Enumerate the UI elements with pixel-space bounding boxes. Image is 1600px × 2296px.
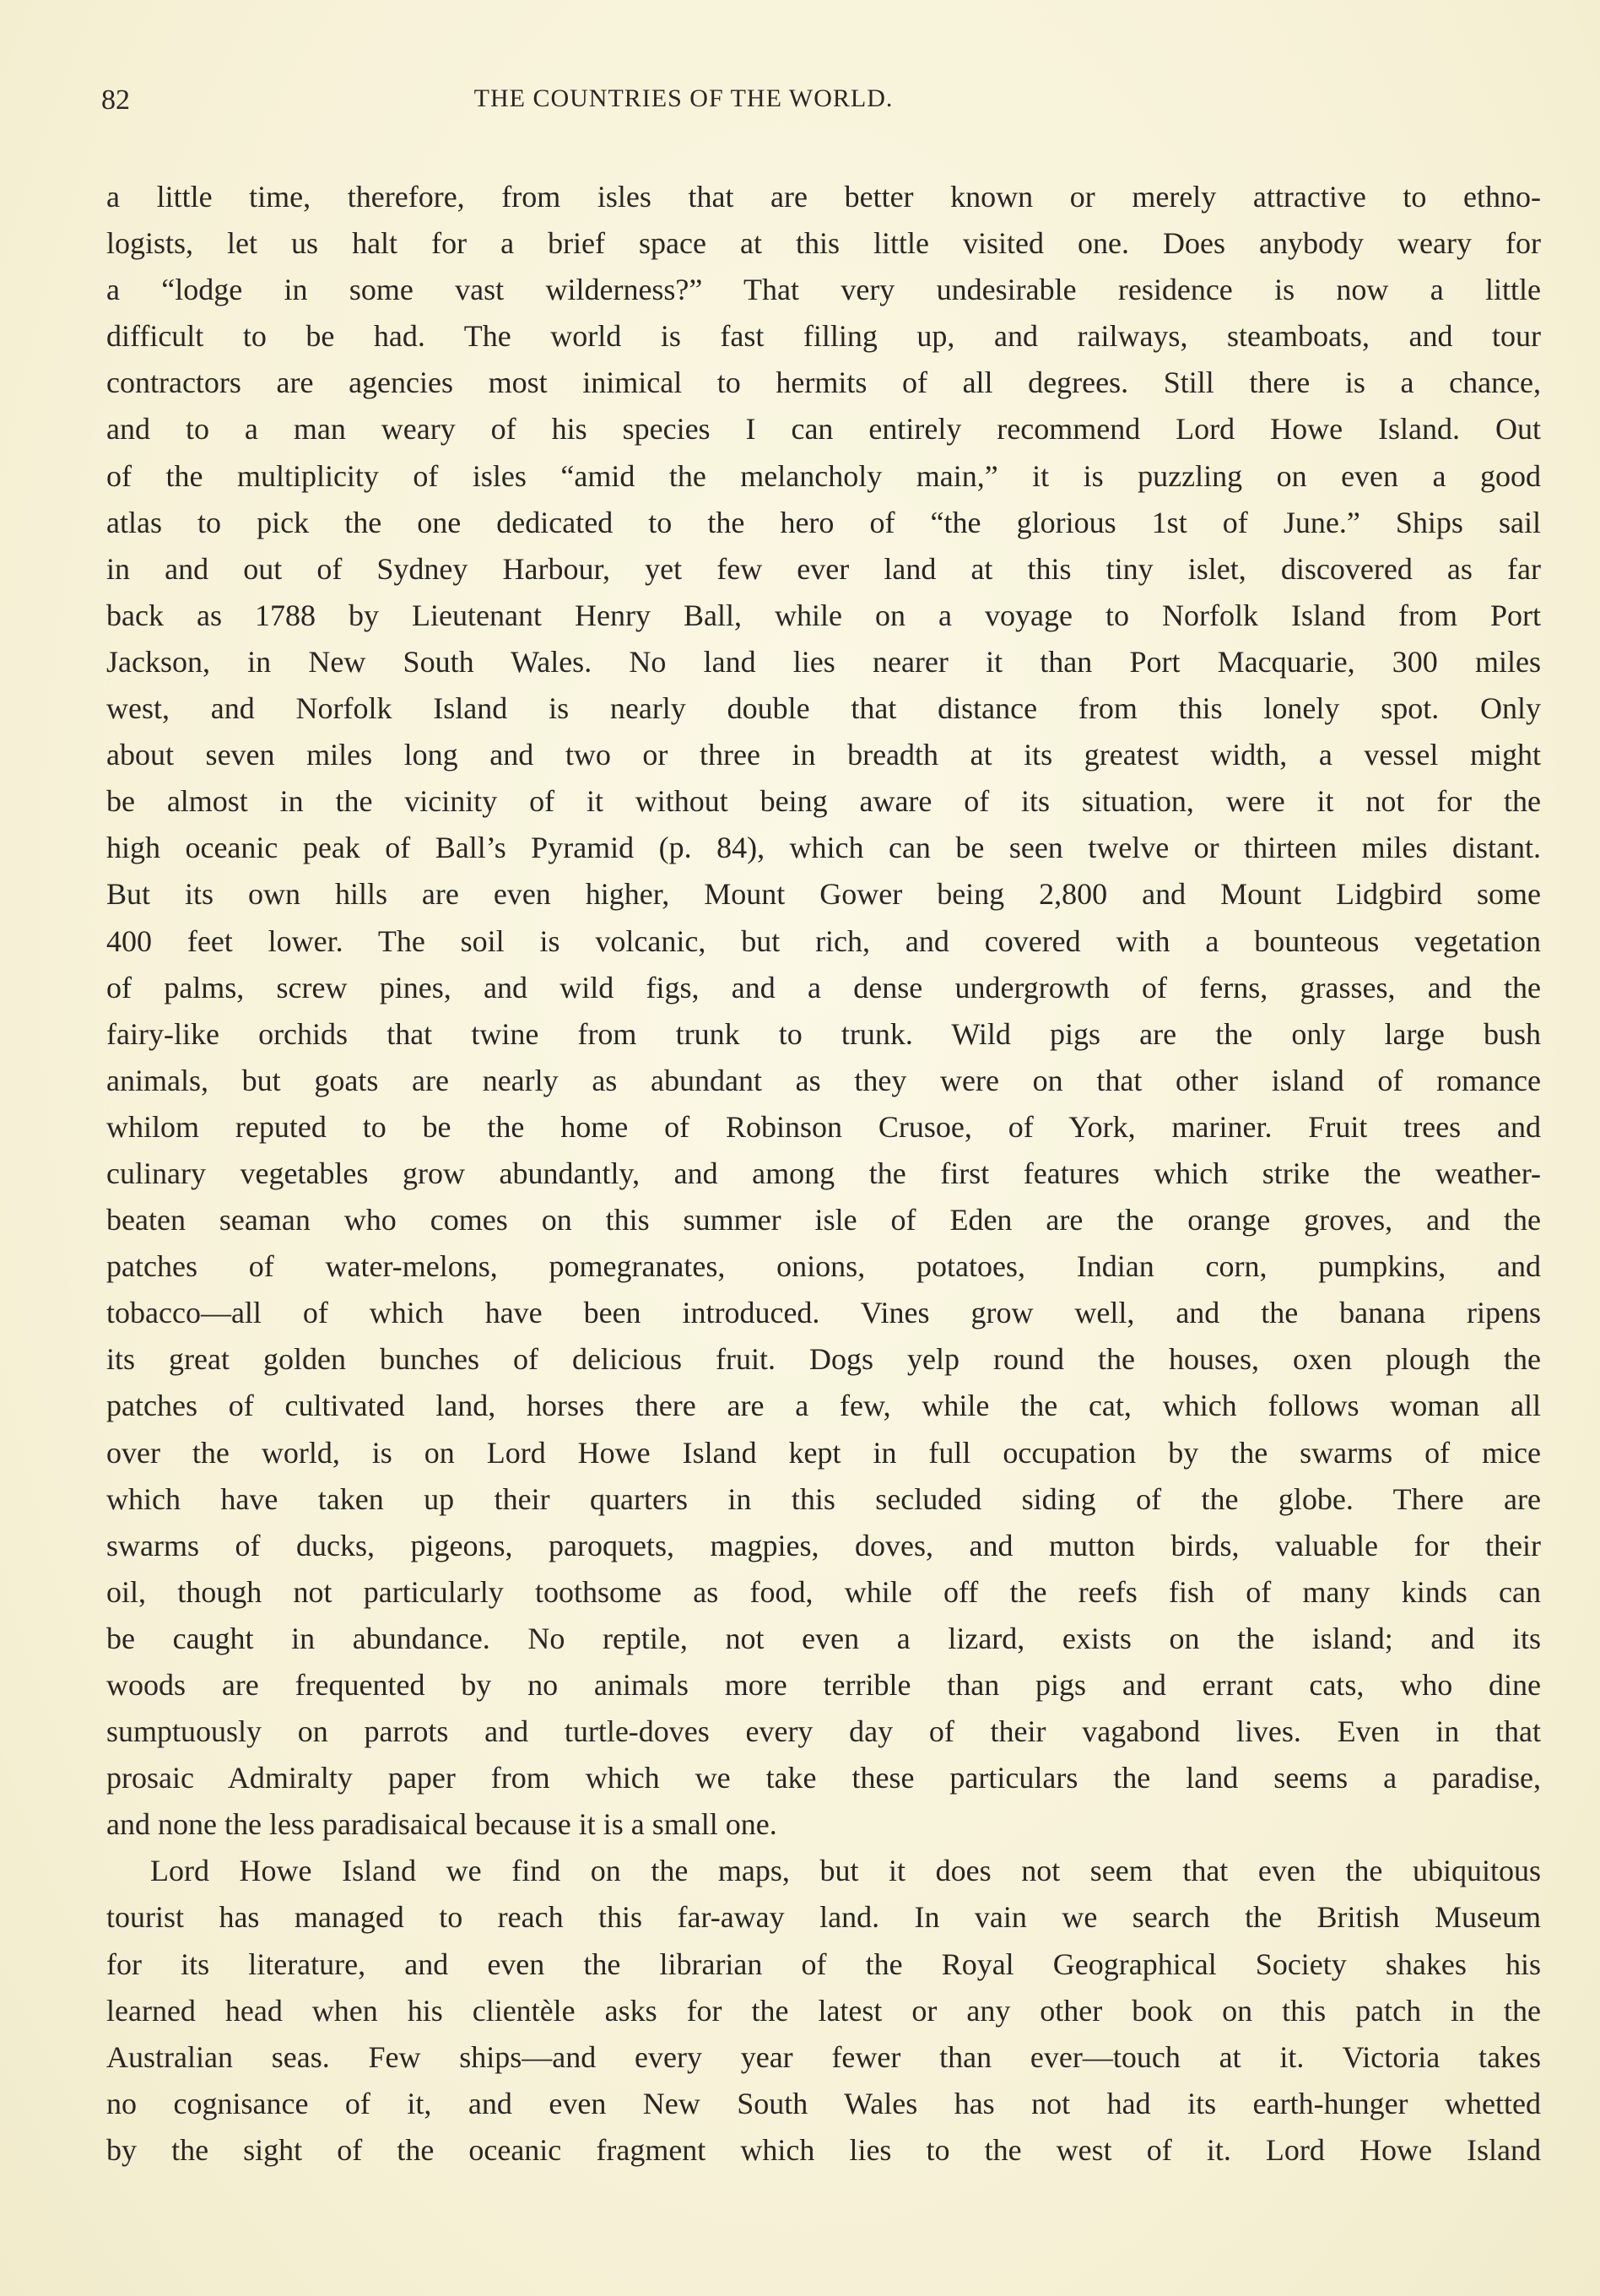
text-line: a “lodge in some vast wilderness?” That very undesirable residence is now a little xyxy=(106,273,1541,307)
text-line: Jackson, in New South Wales. No land lies nearer it than Port Macquarie, 300 miles xyxy=(106,644,1541,679)
text-line: for its literature, and even the librarian of the Royal Geographical Society shakes his xyxy=(106,1947,1541,1981)
text-line: learned head when his clientèle asks for the latest or any other book on this patch in the xyxy=(106,1993,1541,2028)
text-line: atlas to pick the one dedicated to the hero of “the glorious 1st of June.” Ships sail xyxy=(106,505,1541,539)
text-line: swarms of ducks, pigeons, paroquets, magpies, doves, and mutton birds, valuable for their xyxy=(106,1528,1541,1562)
page-header xyxy=(101,84,1544,122)
text-line: tobacco—all of which have been introduced. Vines grow well, and the banana ripens xyxy=(106,1296,1541,1330)
text-line: no cognisance of it, and even New South Wales has not had its earth-hunger whetted xyxy=(106,2086,1541,2120)
text-line: logists, let us halt for a brief space at this little visited one. Does anybody weary for xyxy=(106,226,1541,261)
text-line: about seven miles long and two or three in breadth at its greatest width, a vessel might xyxy=(106,738,1541,772)
text-line: woods are frequented by no animals more terrible than pigs and errant cats, who dine xyxy=(106,1668,1541,1702)
text-line: patches of water-melons, pomegranates, onions, potatoes, Indian corn, pumpkins, and xyxy=(106,1249,1541,1284)
text-line: animals, but goats are nearly as abundant as they were on that other island of romance xyxy=(106,1063,1541,1097)
text-line: But its own hills are even higher, Mount Gower being 2,800 and Mount Lidgbird some xyxy=(106,877,1541,912)
running-title: THE COUNTRIES OF THE WORLD. xyxy=(473,84,894,112)
text-line: contractors are agencies most inimical to hermits of all degrees. Still there is a chance, xyxy=(106,366,1541,400)
text-line: patches of cultivated land, horses there are a few, while the cat, which follows woman all xyxy=(106,1389,1541,1423)
text-line: prosaic Admiralty paper from which we take these particulars the land seems a paradise, xyxy=(106,1761,1541,1795)
text-line: a little time, therefore, from isles that are better known or merely attractive to ethno- xyxy=(106,180,1541,214)
text-line: fairy-like orchids that twine from trunk to trunk. Wild pigs are the only large bush xyxy=(106,1016,1541,1051)
text-line: 400 feet lower. The soil is volcanic, but rich, and covered with a bounteous vegetation xyxy=(106,923,1541,958)
text-line: whilom reputed to be the home of Robinson Crusoe, of York, mariner. Fruit trees and xyxy=(106,1109,1541,1144)
text-line: and to a man weary of his species I can entirely recommend Lord Howe Island. Out xyxy=(106,412,1541,447)
text-line: Australian seas. Few ships—and every year fewer than ever—touch at it. Victoria takes xyxy=(106,2039,1541,2074)
text-line: culinary vegetables grow abundantly, and among the first features which strike the weather- xyxy=(106,1156,1541,1190)
text-line: be almost in the vicinity of it without being aware of its situation, were it not for the xyxy=(106,784,1541,819)
text-line: west, and Norfolk Island is nearly double that distance from this lonely spot. Only xyxy=(106,691,1541,726)
text-line: beaten seaman who comes on this summer isle of Eden are the orange groves, and the xyxy=(106,1203,1541,1237)
paragraph xyxy=(106,1848,1541,2174)
text-line: over the world, is on Lord Howe Island kept in full occupation by the swarms of mice xyxy=(106,1435,1541,1470)
text-line: which have taken up their quarters in this secluded siding of the globe. There are xyxy=(106,1481,1541,1516)
text-line: in and out of Sydney Harbour, yet few ever land at this tiny islet, discovered as far xyxy=(106,551,1541,586)
text-line: oil, though not particularly toothsome as food, while off the reefs fish of many kinds can xyxy=(106,1574,1541,1609)
page-number: 82 xyxy=(101,84,130,116)
text-line: back as 1788 by Lieutenant Henry Ball, while on a voyage to Norfolk Island from Port xyxy=(106,598,1541,632)
text-line: Lord Howe Island we find on the maps, but it does not seem that even the ubiquitous xyxy=(150,1854,1541,1888)
text-line: by the sight of the oceanic fragment which lies to the west of it. Lord Howe Island xyxy=(106,2132,1541,2167)
text-line: be caught in abundance. No reptile, not even a lizard, exists on the island; and its xyxy=(106,1621,1541,1655)
text-line: and none the less paradisaical because it is a small one. xyxy=(106,1807,777,1842)
text-line: its great golden bunches of delicious fruit. Dogs yelp round the houses, oxen plough the xyxy=(106,1342,1541,1377)
text-line: difficult to be had. The world is fast filling up, and railways, steamboats, and tour xyxy=(106,319,1541,354)
text-line: sumptuously on parrots and turtle-doves every day of their vagabond lives. Even in that xyxy=(106,1714,1541,1749)
text-line: high oceanic peak of Ball’s Pyramid (p. 84), which can be seen twelve or thirteen miles distant. xyxy=(106,831,1541,865)
text-line: of palms, screw pines, and wild figs, and a dense undergrowth of ferns, grasses, and the xyxy=(106,970,1541,1004)
text-line: tourist has managed to reach this far-away land. In vain we search the British Museum xyxy=(106,1900,1541,1935)
body-text xyxy=(106,174,1541,2174)
paragraph xyxy=(106,174,1541,1848)
text-line: of the multiplicity of isles “amid the melancholy main,” it is puzzling on even a good xyxy=(106,458,1541,493)
